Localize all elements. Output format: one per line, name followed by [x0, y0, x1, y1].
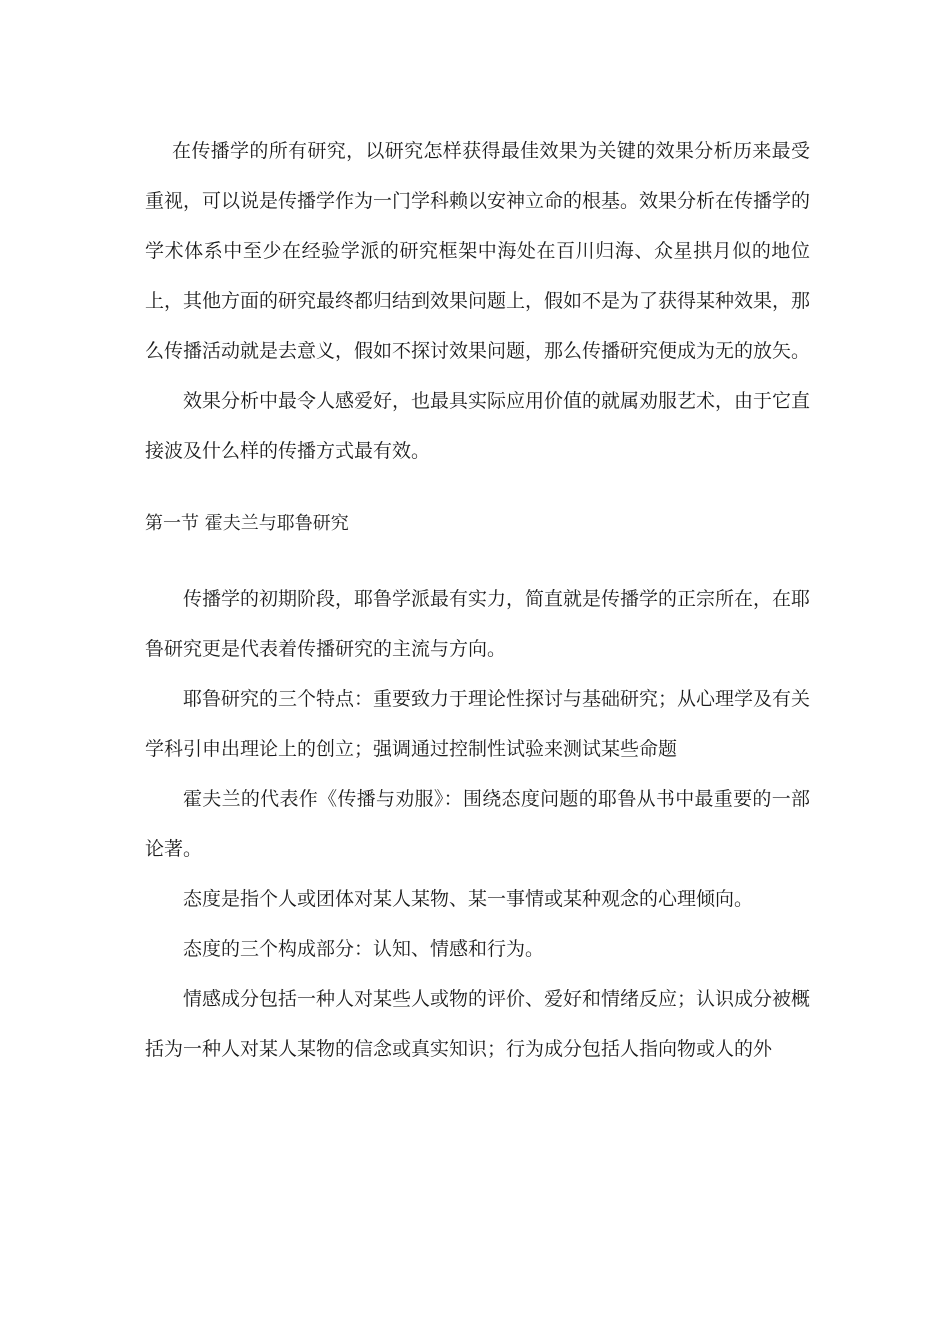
document-body [145, 126, 810, 1074]
section-paragraph-5: 态度的三个构成部分：认知、情感和行为。 [183, 938, 545, 960]
intro-paragraph-1: 在传播学的所有研究，以研究怎样获得最佳效果为关键的效果分析历来最受重视，可以说是传播学作为一门学科赖以安神立命的根基。效果分析在传播学的学术体系中至少在经验学派的研究框架中海处在百川归海、众星拱月似的地位上，其他方面的研究最终都归结到效果问题上，假如不是为了获得某种效果，那么传播活动就是去意义，假如不探讨效果问题，那么传播研究便成为无的放矢。 [145, 140, 811, 362]
intro-paragraph-2: 效果分析中最令人感爱好，也最具实际应用价值的就属劝服艺术，由于它直接波及什么样的传播方式最有效。 [145, 390, 811, 462]
section-paragraph-2: 耶鲁研究的三个特点：重要致力于理论性探讨与基础研究；从心理学及有关学科引申出理论上的创立；强调通过控制性试验来测试某些命题 [145, 688, 811, 760]
section-paragraph-4: 态度是指个人或团体对某人某物、某一事情或某种观念的心理倾向。 [183, 888, 754, 910]
section-paragraph-3: 霍夫兰的代表作《传播与劝服》：围绕态度问题的耶鲁从书中最重要的一部论著。 [145, 788, 810, 860]
section-paragraph-1: 传播学的初期阶段，耶鲁学派最有实力，简直就是传播学的正宗所在，在耶鲁研究更是代表着传播研究的主流与方向。 [145, 588, 811, 660]
section-heading: 第一节 霍夫兰与耶鲁研究 [145, 513, 349, 534]
section-paragraph-6: 情感成分包括一种人对某些人或物的评价、爱好和情绪反应；认识成分被概括为一种人对某人某物的信念或真实知识；行为成分包括人指向物或人的外 [145, 988, 811, 1060]
